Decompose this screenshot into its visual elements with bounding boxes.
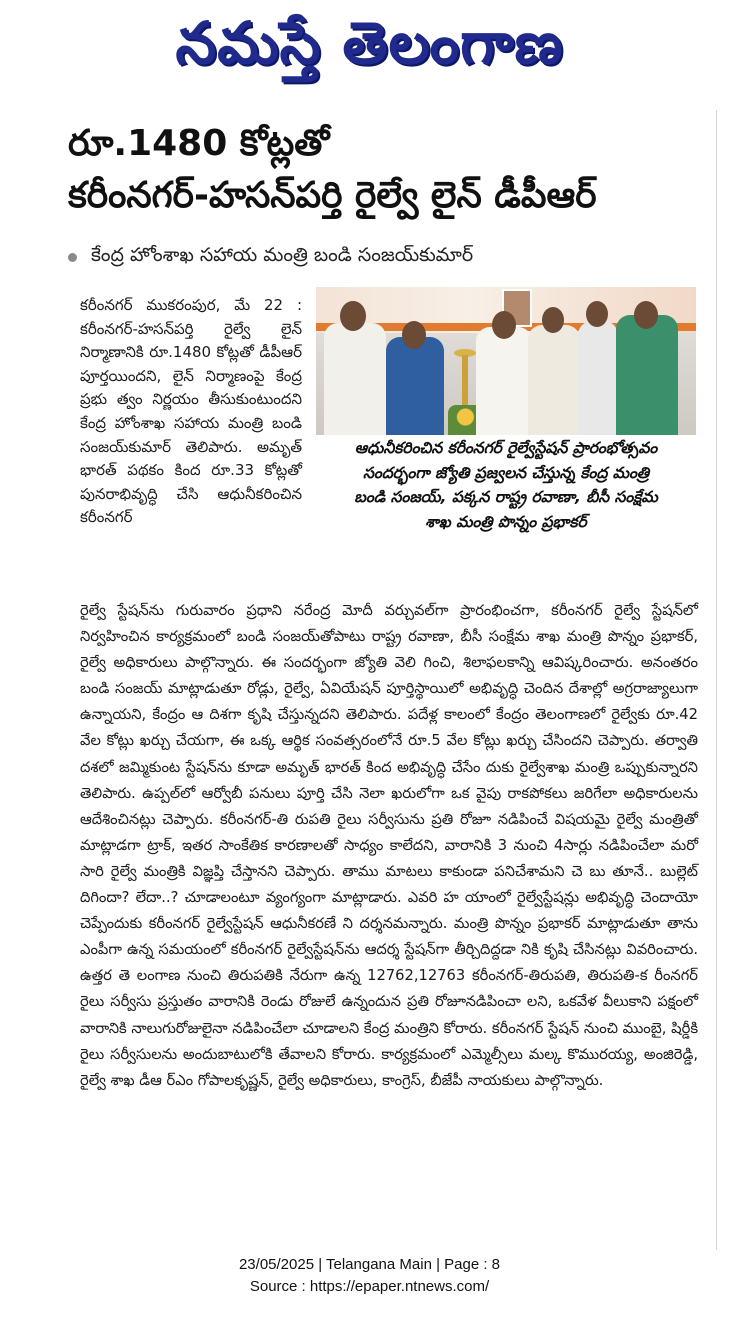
page-footer [0,1254,739,1298]
caption-line-1: ఆధునీకరించిన కరీంనగర్ రైల్వేస్టేషన్ ప్రారంభోత్సవం [354,439,658,457]
photo-person-head [634,301,658,329]
article-body: రైల్వే స్టేషన్‌ను గురువారం ప్రధాని నరేంద్ర మోదీ వర్చువల్‌గా ప్రారంభించగా, కరీంనగర్ రైల్వే స్టేషన్‌లో నిర్వహించిన కార్యక్రమంలో బండి సంజయ్‌తోపాటు రాష్ట్ర రవాణా, బీసీ సంక్షేమ శాఖ మంత్రి పొన్నం ప్రభాకర్, రైల్వే అధికారులు పాల్గొన్నారు. ఈ సందర్భంగా జ్యోతి వెలి గించి, శిలాఫలకాన్ని ఆవిష్కరించారు. అనంతరం బండి సంజయ్ మాట్లాడుతూ రోడ్లు, రైల్వే, ఏవియేషన్ పూర్తిస్థాయిలో అభివృద్ధి చెందిన దేశాల్లో అగ్రరాజ్యాలుగా ఉన్నాయని, కేంద్రం ఆ దిశగా కృషి చేస్తున్నదని తెలిపారు. పదేళ్ల కాలంలో కేంద్రం తెలంగాణలో రైల్వేకు రూ.42 వేల కోట్లు ఖర్చు చేయగా, ఈ ఒక్క ఆర్థిక సంవత్సరంలోనే రూ.5 వేల కోట్లు ఖర్చు చేసిందని చెప్పారు. తర్వాతి దశలో జమ్మికుంట స్టేషన్‌ను కూడా అమృత్ భారత్ కింద అభివృద్ధి చేసేం దుకు రైల్వేశాఖ మంత్రి ఒప్పుకున్నారని తెలిపారు. ఉప్పల్‌లో ఆర్వోబీ పనులు పూర్తి చేసి నెలా ఖరులోగా ఒక వైపు రాకపోకలు జరిగేలా అధికారులను ఆదేశించినట్లు చెప్పారు. కరీంనగర్-తి రుపతి రైలు సర్వీసును ప్రతి రోజూ నడిపించే విషయమై రైల్వే మంత్రితో మాట్లాడగా ట్రాక్, ఇతర సాంకేతిక కారణాలతో సాధ్యం కాలేదని, వారానికి 3 నుంచి 4సార్లు నడిపించేలా మరో సారి రైల్వే మంత్రికి విజ్ఞప్తి చేస్తానని చెప్పారు. తాము మాటలు కాకుండా పనిచేశామని చె బు తూనే.. బుల్లెట్ దిగిందా? లేదా..? చూడాలంటూ వ్యంగ్యంగా మాట్లాడారు. ఎవరి హ యాంలో రైల్వేస్టేషన్లు అభివృద్ధి చెందాయో చెప్పేందుకు కరీంనగర్ రైల్వేస్టేషన్ ఆధునీకరణే ని దర్శనమన్నారు. మంత్రి పొన్నం ప్రభాకర్ మాట్లాడుతూ తాను ఎంపీగా ఉన్న సమయంలో కరీంనగర్ రైల్వేస్టేషన్‌ను ఆదర్శ స్టేషన్‌గా తీర్చిదిద్దడా నికి కృషి చేసినట్లు వివరించారు. ఉత్తర తె లంగాణ నుంచి తిరుపతికి నేరుగా ఉన్న 12762,12763 కరీంనగర్-తిరుపతి, తిరుపతి-క రీంనగర్ రైలు సర్వీసు ప్రస్తుతం వారానికి రెండు రోజులే ఉన్నందున ప్రతి రోజూనడిపించా లని, ఒకవేళ వీలుకాని పక్షంలో వారానికి నాలుగురోజులైనా నడిపించేలా చూడాలని కేంద్ర మంత్రిని కోరారు. కరీంనగర్ స్టేషన్ నుంచి ముంబై, షిర్డీకి రైలు సర్వీసులను అందుబాటులోకి తేవాలని కోరారు. కార్యక్రమంలో ఎమ్మెల్సీలు మల్క కొమురయ్య, అంజిరెడ్డి, రైల్వే శాఖ డీఆ ర్ఎం గోపాలకృష్ణన్, రైల్వే అధికారులు, కాంగ్రెస్, బీజేపీ నాయకులు పాల్గొన్నారు. [80,602,698,1089]
photo-person-head [492,311,516,339]
subheadline [68,240,708,274]
photo-person-head [340,301,366,331]
footer-date-edition: 23/05/2025 | Telangana Main | Page : 8 [238,1256,501,1273]
news-photo [316,287,696,435]
caption-line-4: శాఖ మంత్రి పొన్నం ప్రభాకర్ [425,512,587,531]
photo-caption [316,436,696,534]
bullet-icon [68,253,77,262]
photo-person [528,325,580,435]
photo-person-head [586,301,608,327]
subheadline-text: కేంద్ర హోంశాఖ సహాయ మంత్రి బండి సంజయ్‌కుమార్ [91,243,474,266]
photo-person-head [402,321,426,349]
photo-person-head [542,307,564,333]
photo-person [616,315,678,435]
column-divider [716,110,717,1250]
headline [68,118,708,222]
photo-person [578,321,618,435]
headline-line-1: రూ.1480 కోట్లతో [68,123,330,164]
photo-person [324,323,386,435]
caption-line-3: బండి సంజయ్, పక్కన రాష్ట్ర రవాణా, బీసీ సంక్షేమ [354,488,658,506]
headline-line-2: కరీంనగర్-హసన్‌పర్తి రైల్వే లైన్ డీపీఆర్ [68,175,597,216]
masthead-logo: నమస్తే తెలంగాణ [175,9,564,77]
photo-person [476,327,532,435]
footer-source-link[interactable]: Source : https://epaper.ntnews.com/ [249,1278,490,1295]
intro-paragraph: కరీంనగర్ ముకరంపుర, మే 22 : కరీంనగర్-హసన్‌పర్తి రైల్వే లైన్ నిర్మాణానికి రూ.1480 కోట్లతో డీపీఆర్ పూర్తయిందని, లైన్ నిర్మాణంపై కేంద్ర ప్రభు త్వం నిర్ణయం తీసుకుంటుందని కేంద్ర హోంశాఖ సహాయ మంత్రి బండి సంజయ్‌కుమార్ తెలిపారు. అమృత్ భారత్ పథకం కింద రూ.33 కోట్లతో పునరాభివృద్ధి చేసి ఆధునీకరించిన కరీంనగర్ [80,296,302,527]
caption-line-2: సందర్భంగా జ్యోతి ప్రజ్వలన చేస్తున్న కేంద్ర మంత్రి [362,463,650,482]
photo-person [386,337,444,435]
